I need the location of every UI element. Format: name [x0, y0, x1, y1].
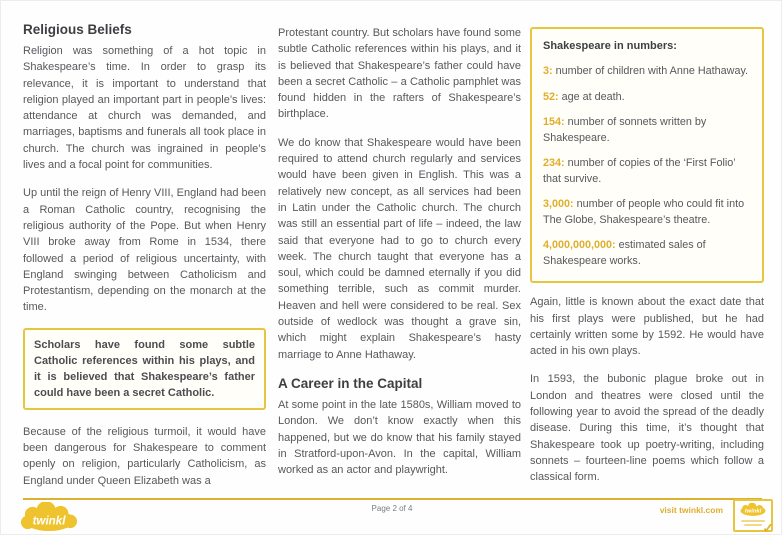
- number-text: number of sonnets written by Shakespeare.: [543, 116, 707, 144]
- number-text: number of children with Anne Hathaway.: [555, 65, 749, 78]
- badge-logo-text: twinkl: [744, 508, 762, 515]
- number-value: 3:: [543, 65, 553, 78]
- section-heading-religious-beliefs: Religious Beliefs: [23, 22, 132, 37]
- callout-box-secret-catholic: Scholars have found some subtle Catholic references within his plays, and it is believed that Shakespeare’s father could have been a secret Catholic.: [23, 328, 266, 410]
- number-value: 3,000:: [543, 198, 574, 211]
- paragraph: Because of the religious turmoil, it would have been dangerous for Shakespeare to comment openly on religion, particularly Catholicism, as England under Queen Elizabeth was a: [23, 425, 266, 487]
- numbers-item: [543, 115, 751, 146]
- column-1: [23, 21, 266, 501]
- numbers-item: [543, 197, 751, 228]
- page-number-label: Page 2 of 4: [371, 504, 413, 513]
- number-text: estimated sales of Shakespeare works.: [543, 239, 706, 267]
- numbers-item: [543, 64, 751, 80]
- check-icon: ✓: [762, 520, 774, 535]
- footer-divider: [23, 498, 762, 500]
- paragraph: Up until the reign of Henry VIII, England had been a Roman Catholic country, recognising the religious authority of the Pope. But when Henry VIII broke away from Rome in 1534, there followed a period of religious uncertainty, with England swinging between Catholicism and Protestantism, depending on the monarch at the time.: [23, 187, 266, 314]
- numbers-item: [543, 90, 751, 106]
- numbers-box-title: Shakespeare in numbers:: [543, 40, 677, 52]
- visit-twinkl-link[interactable]: visit twinkl.com: [659, 505, 723, 515]
- paragraph: In 1593, the bubonic plague broke out in London and theatres were closed until the following year to avoid the spread of the deadly disease. During this time, it’s thought that Shakespeare took up poetry-writing, including sonnets – fourteen-line poems which follow a classical form.: [530, 373, 764, 484]
- number-text: age at death.: [561, 90, 625, 103]
- twinkl-logo-text: twinkl: [32, 514, 66, 528]
- number-value: 154:: [543, 116, 565, 129]
- paragraph: Protestant country. But scholars have found some subtle Catholic references within his plays, and it is believed that Shakespeare’s father could have been a secret Catholic – a Catholic pamphlet was found hidden in the rafters of Shakespeare’s birthplace.: [278, 27, 521, 121]
- paragraph: Religion was something of a hot topic in Shakespeare’s time. In order to grasp its relevance, it is important to understand that religion played an important part in people’s lives: attendance at church was demanded, and marriages, baptisms and funerals all took place in church. The church was ingrained in people’s lives and a focal point for communities.: [23, 45, 266, 172]
- number-value: 234:: [543, 157, 565, 170]
- twinkl-quality-badge: [733, 499, 774, 535]
- badge-decorative-bar: [744, 524, 762, 526]
- number-value: 52:: [543, 90, 559, 103]
- number-value: 4,000,000,000:: [543, 239, 616, 252]
- paragraph: Again, little is known about the exact date that his first plays were published, but he had certainly written some by 1592. He would have acted in his own plays.: [530, 296, 764, 358]
- paragraph: We do know that Shakespeare would have been required to attend church regularly and services would have been given in English. This was a relatively new concept, as all services had been in Latin under the Catholic church. The church was still an essential part of life – indeed, the law said that everyone had to go to church every week. The church taught that everyone has a soul, which could be damned eternally if you did something terrible, such as commit murder. Heaven and hell were considered to be real. Sex outside of wedlock was thought a grave sin, which might explain Shakespeare’s hasty marriage to Anne Hathaway.: [278, 136, 521, 361]
- column-2: [278, 25, 521, 490]
- number-text: number of copies of the ‘First Folio’ that survive.: [543, 157, 736, 185]
- section-heading-career-capital: A Career in the Capital: [278, 375, 423, 391]
- numbers-item: [543, 238, 751, 269]
- numbers-item: [543, 156, 751, 187]
- column-3: [530, 27, 764, 498]
- shakespeare-in-numbers-box: [530, 27, 764, 283]
- badge-cloud-icon: [738, 503, 768, 517]
- number-text: number of people who could fit into The Globe, Shakespeare’s theatre.: [543, 198, 745, 226]
- paragraph: At some point in the late 1580s, William moved to London. We don’t know exactly when this happened, but we do know that his family stayed in Stratford-upon-Avon. In the capital, William worked as an actor and playwright.: [278, 398, 521, 477]
